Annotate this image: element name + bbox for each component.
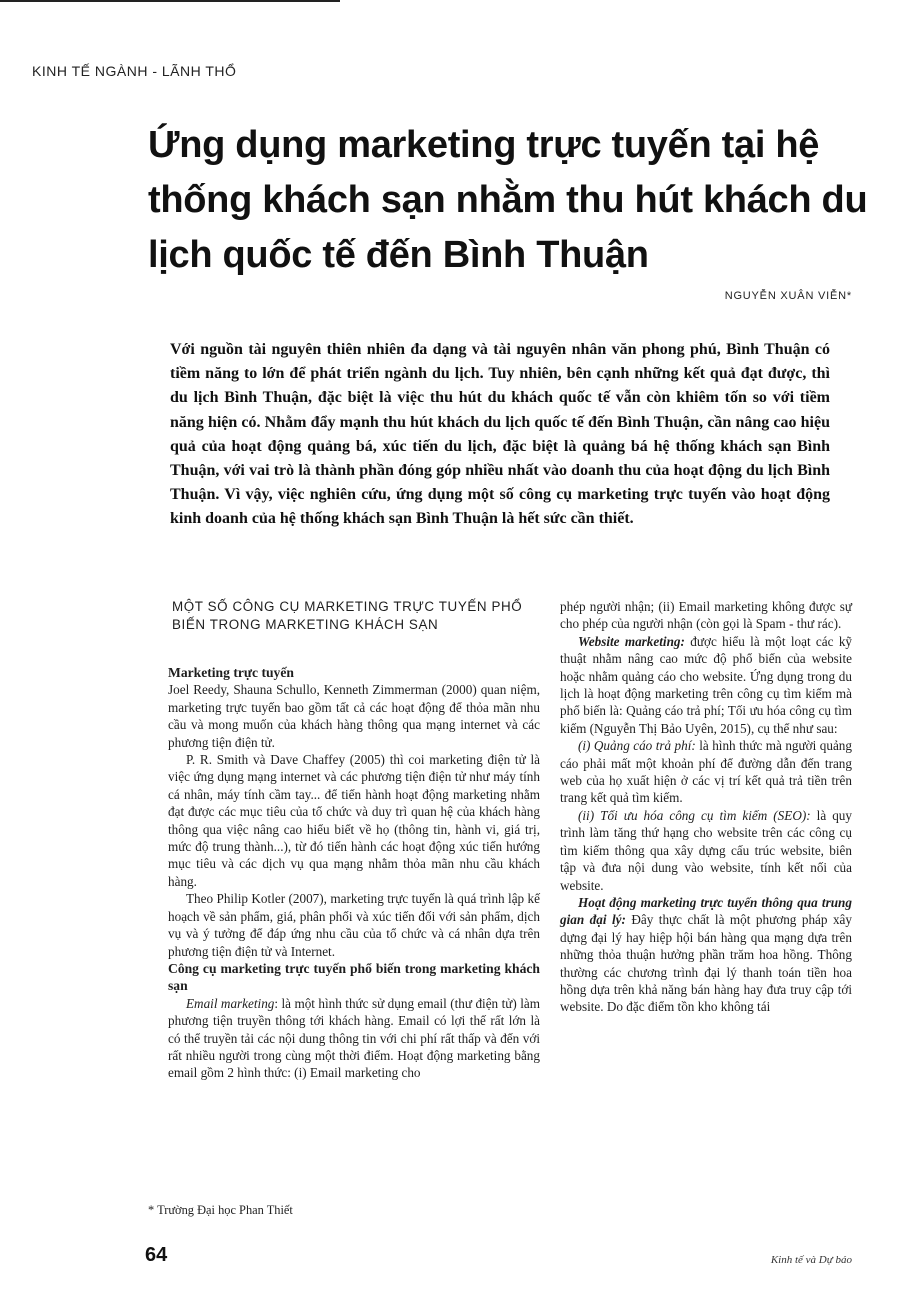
term-paid-ads: (i) Quảng cáo trả phí:	[578, 738, 696, 754]
term-seo: (ii) Tối ưu hóa công cụ tìm kiếm (SEO):	[578, 807, 811, 823]
subheading-online-marketing: Marketing trực tuyến	[168, 665, 294, 680]
paragraph-text: được hiểu là một loạt các kỹ thuật nhằm nâng cao mức độ phổ biến của website hoặc nhằm quảng cáo cho website. Ứng dụng trong du lịch là hoạt động marketing trên công cụ tìm kiếm mà phổ biến là: Quảng cáo trả phí; Tối ưu hóa công cụ tìm kiếm (Nguyễn Thị Bảo Uyên, 2015), cụ thể như sau:	[560, 633, 853, 736]
term-email-marketing: Email marketing	[186, 995, 275, 1011]
section-heading: MỘT SỐ CÔNG CỤ MARKETING TRỰC TUYẾN PHỔ BIẾN TRONG MARKETING KHÁCH SẠN	[172, 599, 523, 632]
abstract: Với nguồn tài nguyên thiên nhiên đa dạng và tài nguyên nhân văn phong phú, Bình Thuận có tiềm năng to lớn để phát triển ngành du lịch. Tuy nhiên, bên cạnh những kết quả đạt được, thì du lịch Bình Thuận, đặc biệt là việc thu hút du khách quốc tế vẫn còn khiêm tốn so với tiềm năng hiện có. Nhằm đẩy mạnh thu hút khách du lịch quốc tế đến Bình Thuận, cần nâng cao hiệu quả của hoạt động quảng bá, xúc tiến du lịch, đặc biệt là quảng bá hệ thống khách sạn Bình Thuận, với vai trò là thành phần đóng góp nhiều nhất vào doanh thu của hoạt động du lịch Bình Thuận. Vì vậy, việc nghiên cứu, ứng dụng một số công cụ marketing trực tuyến vào hoạt động kinh doanh của hệ thống khách sạn Bình Thuận là hết sức cần thiết.	[170, 341, 830, 528]
journal-name: Kinh tế và Dự báo	[770, 1254, 852, 1266]
article-title: Ứng dụng marketing trực tuyến tại hệ thống khách sạn nhằm thu hút khách du lịch quốc tế đến Bình Thuận	[148, 124, 868, 276]
term-website-marketing: Website marketing:	[578, 633, 685, 649]
section-label: KINH TẾ NGÀNH - LÃNH THỔ	[32, 63, 237, 79]
left-column	[168, 598, 540, 1082]
paragraph: P. R. Smith và Dave Chaffey (2005) thì coi marketing điện tử là việc ứng dụng mạng internet và các phương tiện điện tử như máy tính cá nhân, máy tính cầm tay... để tiến hành hoạt động marketing nhằm đạt được các mục tiêu của tổ chức và duy trì quan hệ của khách hàng thông qua việc nâng cao hiểu biết về họ (thông tin, hành vi, giá trị, mức độ trung thành...), từ đó tiến hành các hoạt động xúc tiến hướng mục tiêu và các dịch vụ qua mạng nhằm thỏa mãn nhu cầu khách hàng.	[168, 752, 540, 889]
term-affiliate: Hoạt động marketing trực tuyến thông qua trung gian đại lý:	[560, 894, 852, 928]
paragraph: phép người nhận; (ii) Email marketing không được sự cho phép của người nhận (còn gọi là Spam - thư rác).	[560, 599, 852, 632]
paragraph-affiliate	[560, 894, 852, 1016]
paragraph: Joel Reedy, Shauna Schullo, Kenneth Zimmerman (2000) quan niệm, marketing trực tuyến bao gồm tất cả các hoạt động để thỏa mãn nhu cầu và mong muốn của khách hàng thông qua mạng internet và các phương tiện điện tử.	[168, 682, 540, 750]
paragraph-email-marketing	[168, 995, 540, 1082]
paragraph-text: là quy trình làm tăng thứ hạng cho website trên các công cụ tìm kiếm thông qua xây dựng cấu trúc website, biên tập và đưa nội dung vào website, tính kết nối của website.	[560, 807, 852, 893]
paragraph-text: Đây thực chất là một phương pháp xây dựng đại lý hay hiệp hội bán hàng qua mạng dựa trên những thỏa thuận hưởng phần trăm hoa hồng. Thông thường các chương trình đại lý thanh toán tiền hoa hồng dựa trên khả năng bán hàng hay đưa truy cập tới website. Do đặc điểm tồn kho không tái	[560, 912, 852, 1015]
paragraph-website-marketing	[560, 633, 852, 737]
paragraph: Theo Philip Kotler (2007), marketing trực tuyến là quá trình lập kế hoạch về sản phẩm, giá, phân phối và xúc tiến đối với sản phẩm, dịch vụ và ý tưởng để đáp ứng nhu cầu của tổ chức và cá nhân dựa trên phương tiện điện tử và Internet.	[168, 891, 540, 959]
top-rule	[0, 0, 340, 2]
paragraph-text: : là một hình thức sử dụng email (thư điện tử) làm phương tiện truyền thông tới khách hàng. Email có lợi thế rất lớn là có thể truyền tải các nội dung thông tin với chi phí rất thấp và đến với rất nhiều người trong cùng một thời điểm. Hoạt động marketing bằng email gồm 2 hình thức: (i) Email marketing cho	[168, 995, 540, 1081]
author-name: NGUYỄN XUÂN VIỄN*	[724, 290, 852, 302]
right-column	[560, 598, 852, 1016]
paragraph-paid-ads	[560, 737, 852, 807]
page-number: 64	[145, 1244, 168, 1266]
footnote: * Trường Đại học Phan Thiết	[148, 1203, 293, 1217]
paragraph-seo	[560, 807, 852, 894]
paragraph-text: là hình thức mà người quảng cáo phải mất một khoản phí để đường dẫn đến trang web của họ xuất hiện ở các vị trí kết quả trả tiền trên trang kết quả tìm kiếm.	[560, 738, 852, 806]
subheading-tools: Công cụ marketing trực tuyến phổ biến trong marketing khách sạn	[168, 960, 540, 994]
